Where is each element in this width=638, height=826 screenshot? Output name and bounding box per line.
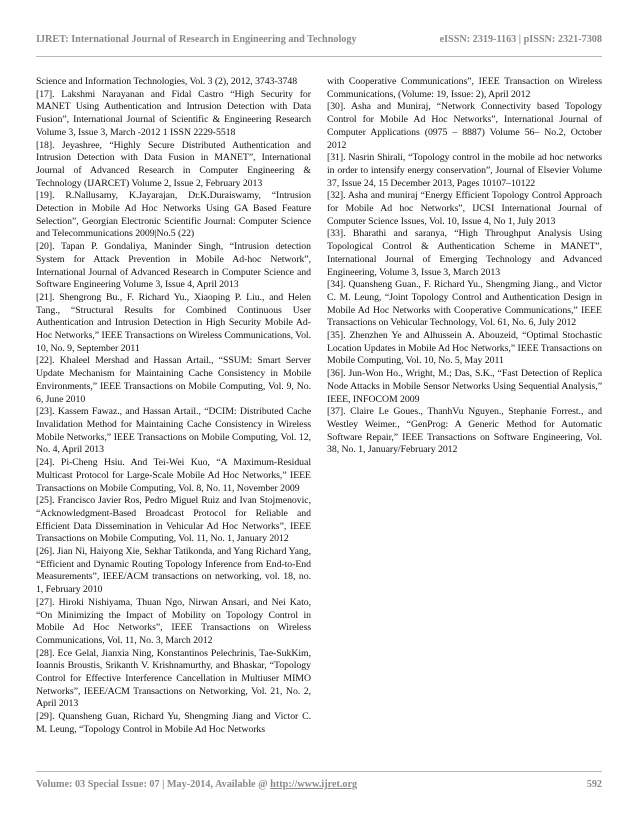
reference-item: [23]. Kassem Fawaz., and Hassan Artail., “DCIM: Distributed Cache Invalidation Method for Maintaining Cache Consistency in Wireless Mobile Networks,” IEEE Transactions on Mobile Computing, Vol. 12, No. 4, April 2013 (36, 406, 311, 456)
reference-item: [18]. Jeyashree, “Highly Secure Distributed Authentication and Intrusion Detection with Data Fusion in MANET”, International Journal of Advanced Research in Computer Engineering & Technology (IJARCET) Volume 2, Issue 2, February 2013 (36, 139, 311, 189)
page-header (36, 34, 602, 45)
header-divider (36, 56, 602, 57)
reference-item: [17]. Lakshmi Narayanan and Fidal Castro “High Security for MANET Using Authentication and Intrusion Detection with Data Fusion”, International Journal of Scientific & Engineering Research Volume 3, Issue 3, March -2012 1 ISSN 2229-5518 (36, 88, 311, 138)
footer-divider (36, 771, 602, 772)
footer-issue-info (36, 779, 357, 790)
reference-item: [34]. Quansheng Guan., F. Richard Yu., Shengming Jiang., and Victor C. M. Leung, “Joint Topology Control and Authentication Design in Mobile Ad Hoc Networks with Cooperative Communications,” IEEE Transactions on Vehicular Technology, Vol. 61, No. 6, July 2012 (327, 279, 602, 329)
reference-item: [28]. Ece Gelal, Jianxia Ning, Konstantinos Pelechrinis, Tae-SukKim, Ioannis Broustis, Srikanth V. Krishnamurthy, and Bhaskar, “Topology Control for Effective Interference Cancellation in Multiuser MIMO Networks”, IEEE/ACM Transactions on Networking, Vol. 21, No. 2, April 2013 (36, 647, 311, 710)
references-body (36, 76, 602, 737)
reference-item: [26]. Jian Ni, Haiyong Xie, Sekhar Tatikonda, and Yang Richard Yang, “Efficient and Dynamic Routing Topology Inference from End-to-End Measurements”, IEEE/ACM transactions on networking, vol. 18, no. 1, February 2010 (36, 546, 311, 596)
reference-item: [24]. Pi-Cheng Hsiu. And Tei-Wei Kuo, “A Maximum-Residual Multicast Protocol for Large-Scale Mobile Ad Hoc Networks,” IEEE Transactions on Mobile Computing, Vol. 8, No. 11, November 2009 (36, 457, 311, 494)
page-number: 592 (586, 779, 602, 790)
reference-item: [37]. Claire Le Goues., ThanhVu Nguyen., Stephanie Forrest., and Westley Weimer., “GenProg: A Generic Method for Automatic Software Repair,” IEEE Transactions on Software Engineering, Vol. 38, No. 1, January/February 2012 (327, 406, 602, 456)
reference-item: with Cooperative Communications”, IEEE Transaction on Wireless Communications, (Volume: 19, Issue: 2), April 2012 (327, 76, 602, 100)
reference-item: [19]. R.Nallusamy, K.Jayarajan, Dr.K.Duraiswamy, “Intrusion Detection in Mobile Ad Hoc Networks Using GA Based Feature Selection”, Georgian Electronic Scientific Journal: Computer Science and Telecommunications 2009|No.5 (22) (36, 190, 311, 240)
reference-item: [20]. Tapan P. Gondaliya, Maninder Singh, “Intrusion detection System for Attack Prevention in Mobile Ad-hoc Network”, International Journal of Advanced Research in Computer Science and Software Engineering Volume 3, Issue 4, April 2013 (36, 241, 311, 291)
reference-item: [30]. Asha and Muniraj, “Network Connectivity based Topology Control for Mobile Ad Hoc Networks”, International Journal of Computer Applications (0975 – 8887) Volume 56– No.2, October 2012 (327, 101, 602, 151)
issn-text: eISSN: 2319-1163 | pISSN: 2321-7308 (439, 34, 602, 45)
reference-item: [29]. Quansheng Guan, Richard Yu, Shengming Jiang and Victor C. M. Leung, “Topology Control in Mobile Ad Hoc Networks (36, 711, 311, 735)
reference-item: [25]. Francisco Javier Ros, Pedro Miguel Ruiz and Ivan Stojmenovic, “Acknowledgment-Based Broadcast Protocol for Reliable and Efficient Data Dissemination in Vehicular Ad Hoc Networks”, IEEE Transactions on Mobile Computing, Vol. 11, No. 1, January 2012 (36, 495, 311, 545)
left-column (36, 76, 311, 737)
reference-item: [35]. Zhenzhen Ye and Alhussein A. Abouzeid, “Optimal Stochastic Location Updates in Mobile Ad Hoc Networks,” IEEE Transactions on Mobile Computing, Vol. 10, No. 5, May 2011 (327, 330, 602, 367)
right-column (327, 76, 602, 737)
reference-item: [21]. Shengrong Bu., F. Richard Yu., Xiaoping P. Liu., and Helen Tang., “Structural Results for Combined Continuous User Authentication and Intrusion Detection in High Security Mobile Ad-Hoc Networks,” IEEE Transactions on Wireless Communications, Vol. 10, No. 9, September 2011 (36, 291, 311, 354)
journal-url-link[interactable]: http://www.ijret.org (270, 779, 358, 790)
reference-item: [22]. Khaleel Mershad and Hassan Artail., “SSUM: Smart Server Update Mechanism for Maintaining Cache Consistency in Mobile Environments,” IEEE Transactions on Mobile Computing, Vol. 9, No. 6, June 2010 (36, 355, 311, 405)
reference-item: [31]. Nasrin Shirali, “Topology control in the mobile ad hoc networks in order to intensify energy conservation”, Journal of Elsevier Volume 37, Issue 24, 15 December 2013, Pages 10107–10122 (327, 152, 602, 189)
page-footer (36, 779, 602, 790)
journal-title: IJRET: International Journal of Research in Engineering and Technology (36, 34, 357, 45)
reference-item: [33]. Bharathi and saranya, “High Throughput Analysis Using Topological Control & Authentication Scheme in MANET”, International Journal of Emerging Technology and Advanced Engineering, Volume 3, Issue 3, March 2013 (327, 228, 602, 278)
reference-item: Science and Information Technologies, Vol. 3 (2), 2012, 3743-3748 (36, 76, 298, 87)
reference-item: [27]. Hiroki Nishiyama, Thuan Ngo, Nirwan Ansari, and Nei Kato, “On Minimizing the Impact of Mobility on Topology Control in Mobile Ad Hoc Networks”, IEEE Transactions on Wireless Communications, Vol. 11, No. 3, March 2012 (36, 596, 311, 646)
reference-item: [36]. Jun-Won Ho., Wright, M.; Das, S.K., “Fast Detection of Replica Node Attacks in Mobile Sensor Networks Using Sequential Analysis,” IEEE, INFOCOM 2009 (327, 368, 602, 405)
reference-item: [32]. Asha and muniraj “Energy Efficient Topology Control Approach for Mobile Ad hoc Networks”, IJCSI International Journal of Computer Science Issues, Vol. 10, Issue 4, No 1, July 2013 (327, 190, 602, 227)
issue-text: Volume: 03 Special Issue: 07 | May-2014, Available @ (36, 779, 271, 790)
